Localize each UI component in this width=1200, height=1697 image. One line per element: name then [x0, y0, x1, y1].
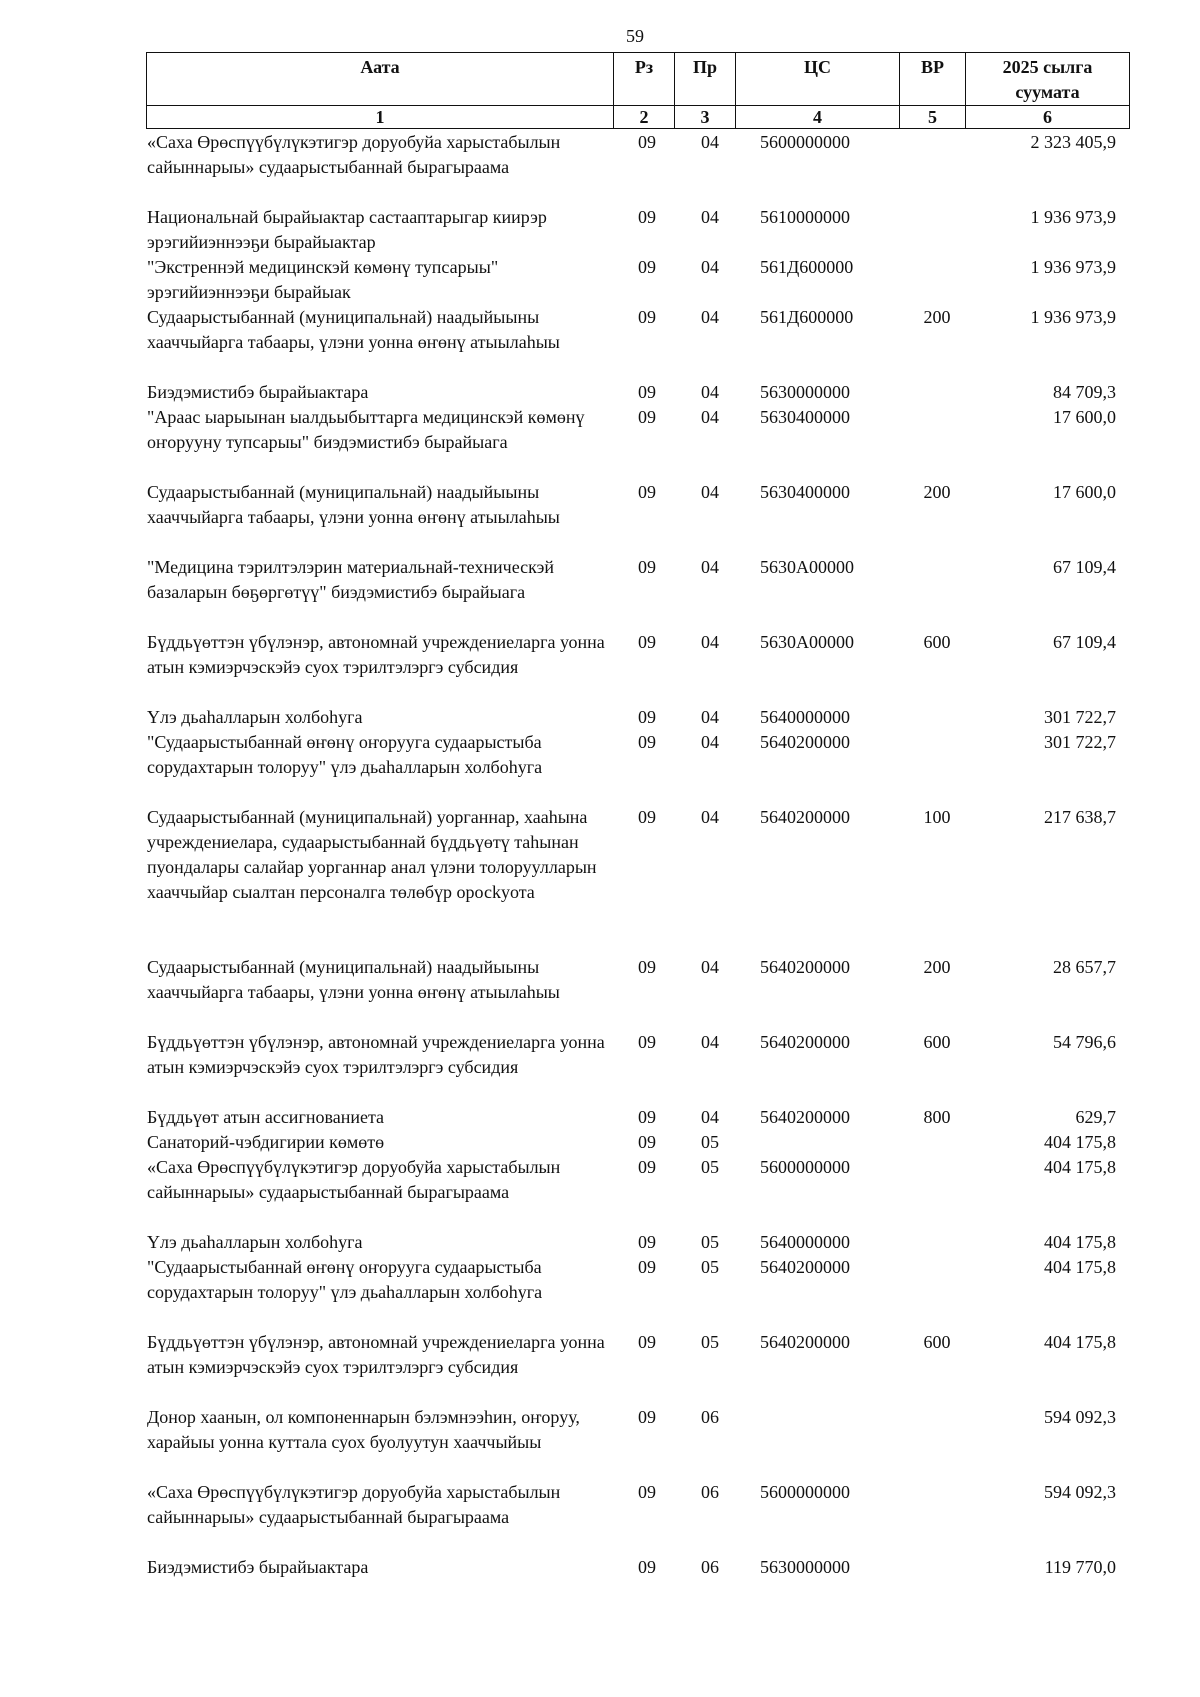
column-number-2: 2: [614, 106, 675, 129]
row-name: Донор хаанын, ол компоненнарын бэлэмнээһин, оҥоруу, харайыы уонна куттала суох буолуутун хааччыйыы: [147, 1407, 580, 1452]
row-pr: 04: [701, 732, 719, 752]
row-rz: 09: [638, 207, 656, 227]
row-cs: 561Д600000: [760, 307, 854, 327]
row-name: "Араас ыарыынан ыалдьыбыттарга медицинскэй көмөнү оҥорууну тупсарыы" биэдэмистибэ бырайыага: [147, 407, 585, 452]
row-cs: 5600000000: [760, 1482, 850, 1502]
row-name: "Судаарыстыбаннай өҥөнү оҥорууга судаарыстыба сорудахтарын толоруу" үлэ дьаһалларын холбоһуга: [147, 732, 543, 777]
row-name: Бүддьүөттэн үбүлэнэр, автономнай учреждениеларга уонна атын кэмиэрчэскэйэ суох тэрилтэлэргэ субсидия: [147, 1332, 605, 1377]
row-cs: 561Д600000: [760, 257, 854, 277]
row-cs: 5640200000: [760, 807, 850, 827]
row-amount: 17 600,0: [1053, 482, 1116, 502]
row-cs: 5630А00000: [760, 557, 854, 577]
row-vr: 100: [923, 807, 951, 827]
row-rz: 09: [638, 257, 656, 277]
row-pr: 05: [701, 1257, 719, 1277]
row-cs: 5630А00000: [760, 632, 854, 652]
row-cs: 5640200000: [760, 957, 850, 977]
row-name: Судаарыстыбаннай (муниципальнай) наадыйыыны хааччыйарга табаары, үлэни уонна өҥөнү атыылаһыы: [147, 482, 560, 527]
row-rz: 09: [638, 1407, 656, 1427]
row-vr: 600: [923, 1032, 951, 1052]
row-pr: 04: [701, 307, 719, 327]
column-header-vr: ВР: [900, 53, 966, 106]
column-number-6: 6: [966, 106, 1130, 129]
row-rz: 09: [638, 1257, 656, 1277]
row-pr: 06: [701, 1482, 719, 1502]
row-cs: 5630000000: [760, 382, 850, 402]
row-amount: 54 796,6: [1053, 1032, 1116, 1052]
row-pr: 04: [701, 957, 719, 977]
row-rz: 09: [638, 557, 656, 577]
row-vr: 800: [923, 1107, 951, 1127]
row-rz: 09: [638, 1332, 656, 1352]
row-cs: 5600000000: [760, 1157, 850, 1177]
column-number-4: 4: [736, 106, 900, 129]
row-amount: 67 109,4: [1053, 557, 1116, 577]
row-amount: 17 600,0: [1053, 407, 1116, 427]
row-name: Бүддьүөттэн үбүлэнэр, автономнай учреждениеларга уонна атын кэмиэрчэскэйэ суох тэрилтэлэргэ субсидия: [147, 632, 605, 677]
row-rz: 09: [638, 1557, 656, 1577]
budget-table-header: [146, 52, 1130, 129]
row-vr: 200: [923, 482, 951, 502]
row-name: Санаторий-чэбдигирии көмөтө: [147, 1132, 385, 1152]
row-rz: 09: [638, 1232, 656, 1252]
row-pr: 04: [701, 1107, 719, 1127]
row-amount: 28 657,7: [1053, 957, 1116, 977]
column-number-3: 3: [675, 106, 736, 129]
row-name: Бүддьүөттэн үбүлэнэр, автономнай учреждениеларга уонна атын кэмиэрчэскэйэ суох тэрилтэлэргэ субсидия: [147, 1032, 605, 1077]
row-pr: 06: [701, 1407, 719, 1427]
row-pr: 04: [701, 632, 719, 652]
row-rz: 09: [638, 807, 656, 827]
row-name: Бүддьүөт атын ассигнованиета: [147, 1107, 385, 1127]
row-pr: 05: [701, 1132, 719, 1152]
row-pr: 04: [701, 1032, 719, 1052]
row-name: Үлэ дьаһалларын холбоһуга: [147, 1232, 363, 1252]
row-pr: 04: [701, 132, 719, 152]
row-pr: 05: [701, 1232, 719, 1252]
row-rz: 09: [638, 382, 656, 402]
column-number-5: 5: [900, 106, 966, 129]
row-rz: 09: [638, 132, 656, 152]
page-number: 59: [626, 26, 644, 46]
row-rz: 09: [638, 1107, 656, 1127]
row-cs: 5640200000: [760, 732, 850, 752]
row-pr: 05: [701, 1332, 719, 1352]
row-cs: 5640200000: [760, 1107, 850, 1127]
row-cs: 5630400000: [760, 407, 850, 427]
row-pr: 04: [701, 707, 719, 727]
row-pr: 04: [701, 382, 719, 402]
row-name: «Саха Өрөспүүбүлүкэтигэр доруобуйа харыстабылын сайыннарыы» судаарыстыбаннай бырагыраама: [147, 132, 561, 177]
row-rz: 09: [638, 632, 656, 652]
row-amount: 217 638,7: [1044, 807, 1116, 827]
row-amount: 594 092,3: [1044, 1407, 1116, 1427]
row-rz: 09: [638, 307, 656, 327]
row-vr: 600: [923, 1332, 951, 1352]
row-amount: 1 936 973,9: [1030, 257, 1116, 277]
row-pr: 06: [701, 1557, 719, 1577]
row-amount: 594 092,3: [1044, 1482, 1116, 1502]
row-amount: 1 936 973,9: [1030, 307, 1116, 327]
row-name: Судаарыстыбаннай (муниципальнай) наадыйыыны хааччыйарга табаары, үлэни уонна өҥөнү атыылаһыы: [147, 307, 560, 352]
row-amount: 404 175,8: [1044, 1257, 1116, 1277]
row-vr: 200: [923, 957, 951, 977]
row-amount: 119 770,0: [1044, 1557, 1116, 1577]
row-name: Национальнай бырайыактар састааптарыгар киирэр эрэгийиэннээҕи бырайыактар: [147, 207, 547, 252]
row-name: «Саха Өрөспүүбүлүкэтигэр доруобуйа харыстабылын сайыннарыы» судаарыстыбаннай бырагыраама: [147, 1482, 561, 1527]
row-amount: 404 175,8: [1044, 1157, 1116, 1177]
row-rz: 09: [638, 407, 656, 427]
row-amount: 404 175,8: [1044, 1132, 1116, 1152]
row-rz: 09: [638, 1482, 656, 1502]
row-amount: 67 109,4: [1053, 632, 1116, 652]
row-pr: 04: [701, 807, 719, 827]
row-pr: 04: [701, 557, 719, 577]
row-cs: 5640000000: [760, 1232, 850, 1252]
row-pr: 05: [701, 1157, 719, 1177]
row-cs: 5640000000: [760, 707, 850, 727]
column-header-cs: ЦС: [736, 53, 900, 106]
row-rz: 09: [638, 707, 656, 727]
row-rz: 09: [638, 732, 656, 752]
row-rz: 09: [638, 1032, 656, 1052]
row-cs: 5640200000: [760, 1257, 850, 1277]
row-amount: 1 936 973,9: [1030, 207, 1116, 227]
row-name: Судаарыстыбаннай (муниципальнай) наадыйыыны хааччыйарга табаары, үлэни уонна өҥөнү атыылаһыы: [147, 957, 560, 1002]
row-vr: 600: [923, 632, 951, 652]
row-pr: 04: [701, 257, 719, 277]
row-rz: 09: [638, 482, 656, 502]
row-cs: 5630400000: [760, 482, 850, 502]
row-cs: 5630000000: [760, 1557, 850, 1577]
row-vr: 200: [923, 307, 951, 327]
column-header-name: Аата: [147, 53, 614, 106]
row-name: Үлэ дьаһалларын холбоһуга: [147, 707, 363, 727]
row-name: "Судаарыстыбаннай өҥөнү оҥорууга судаарыстыба сорудахтарын толоруу" үлэ дьаһалларын холбоһуга: [147, 1257, 543, 1302]
row-cs: 5640200000: [760, 1332, 850, 1352]
row-pr: 04: [701, 207, 719, 227]
row-amount: 2 323 405,9: [1030, 132, 1116, 152]
row-rz: 09: [638, 1157, 656, 1177]
row-amount: 301 722,7: [1044, 732, 1116, 752]
row-name: Биэдэмистибэ бырайыактара: [147, 1557, 369, 1577]
row-amount: 301 722,7: [1044, 707, 1116, 727]
column-header-pr: Пр: [675, 53, 736, 106]
row-cs: 5610000000: [760, 207, 850, 227]
row-pr: 04: [701, 407, 719, 427]
row-rz: 09: [638, 1132, 656, 1152]
row-amount: 404 175,8: [1044, 1232, 1116, 1252]
row-name: «Саха Өрөспүүбүлүкэтигэр доруобуйа харыстабылын сайыннарыы» судаарыстыбаннай бырагыраама: [147, 1157, 561, 1202]
row-cs: 5600000000: [760, 132, 850, 152]
row-name: Биэдэмистибэ бырайыактара: [147, 382, 369, 402]
row-amount: 84 709,3: [1053, 382, 1116, 402]
row-name: "Медицина тэрилтэлэрин материальнай-техническэй базаларын бөҕөргөтүү" биэдэмистибэ бырайыага: [147, 557, 554, 602]
row-name: Судаарыстыбаннай (муниципальнай) уорганнар, хааһына учреждениелара, судаарыстыбаннай бүддьүөтү таһынан пуондалары салайар уорганнар анал үлэни толоруулларын хааччыйар сыалтан персоналга төлөбүр оросkyота: [147, 807, 597, 902]
column-number-1: 1: [147, 106, 614, 129]
row-pr: 04: [701, 482, 719, 502]
row-name: "Экстреннэй медицинскэй көмөнү тупсарыы" эрэгийиэннээҕи бырайыак: [147, 257, 499, 302]
column-header-amount: 2025 сылга суумата: [966, 53, 1130, 106]
row-cs: 5640200000: [760, 1032, 850, 1052]
row-amount: 629,7: [1075, 1107, 1116, 1127]
column-header-rz: Рз: [614, 53, 675, 106]
row-amount: 404 175,8: [1044, 1332, 1116, 1352]
row-rz: 09: [638, 957, 656, 977]
